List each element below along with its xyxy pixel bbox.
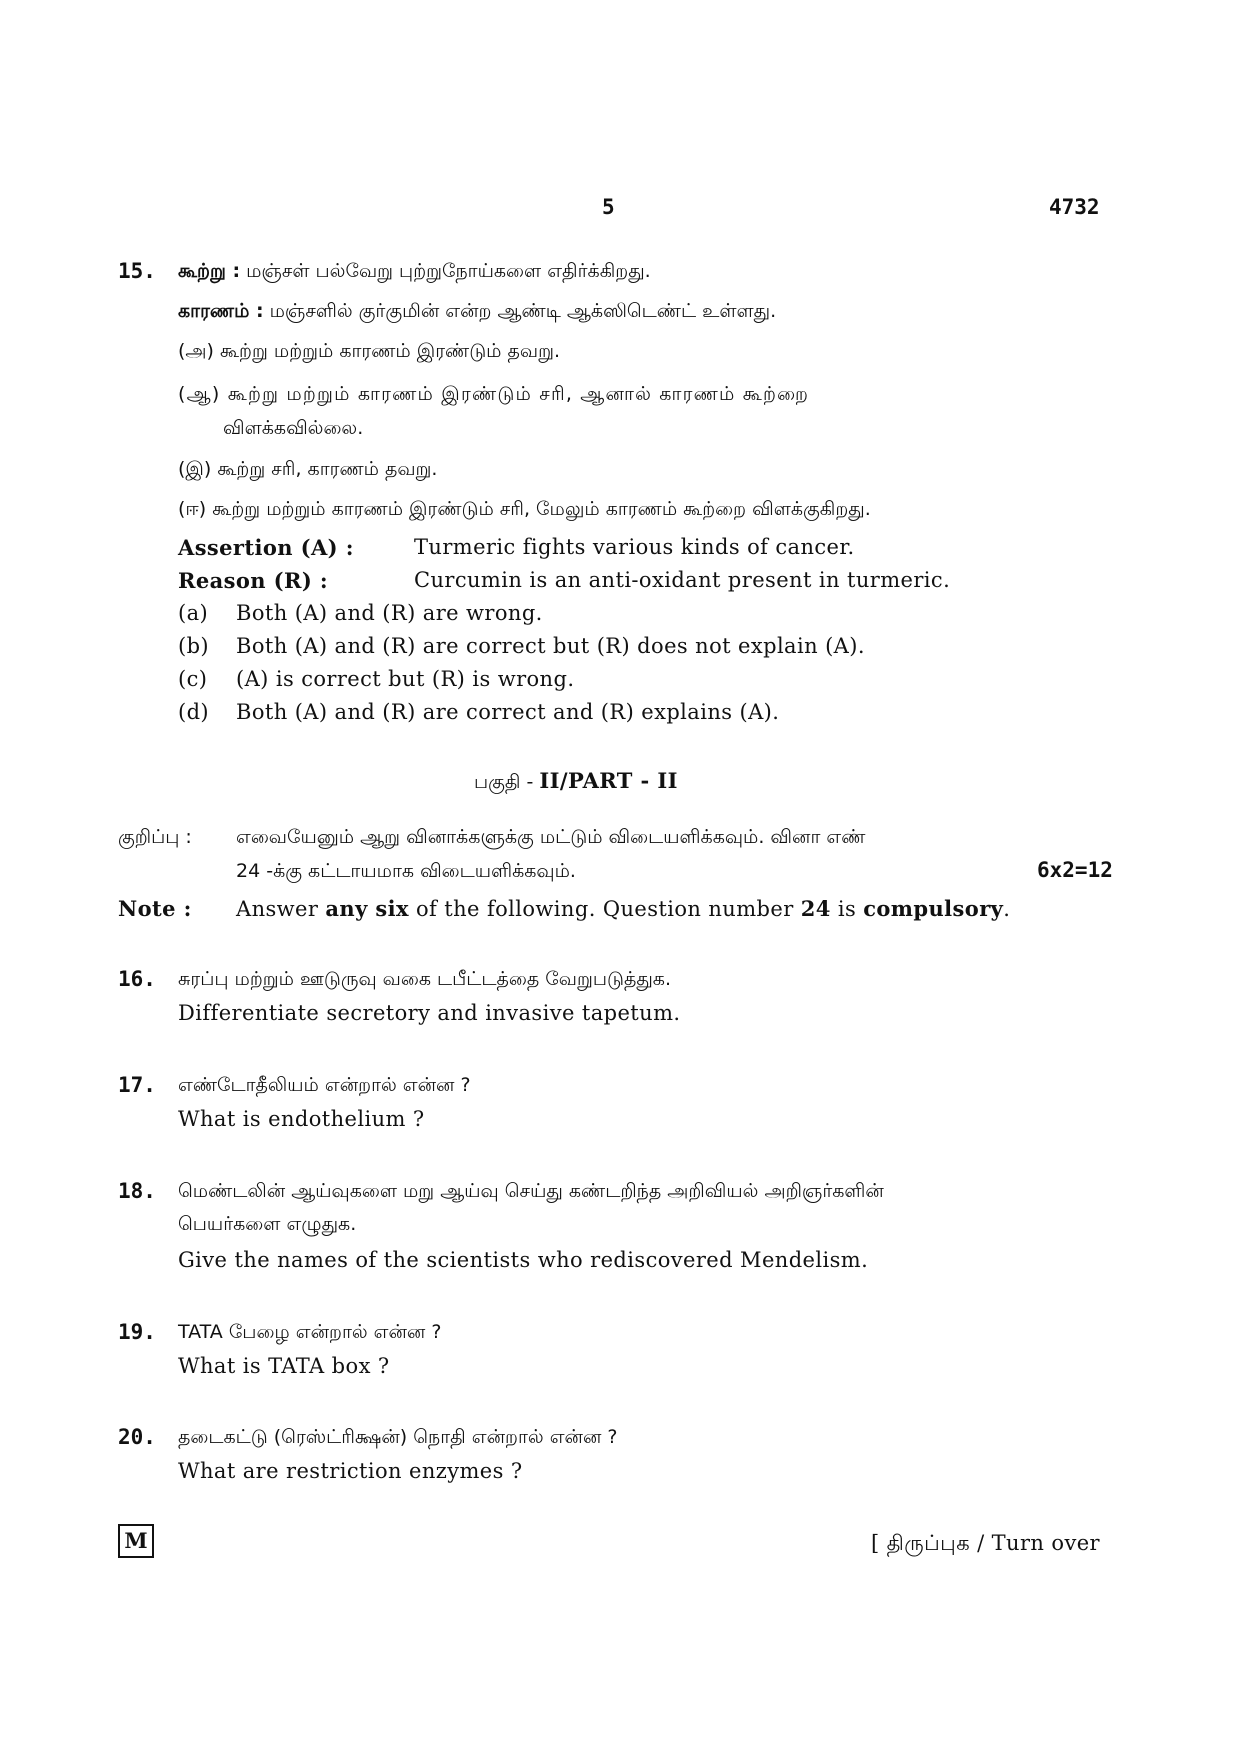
question-17-english: What is endothelium ? [178,1107,425,1131]
option-en-a: Both (A) and (R) are wrong. [236,601,543,625]
question-18-tamil: மெண்டலின் ஆய்வுகளை மறு ஆய்வு செய்து கண்டறிந்த அறிவியல் அறிஞர்களின் [178,1180,884,1202]
option-en-d-label: (d) [178,700,210,724]
question-number-20: 20. [118,1425,156,1449]
question-20-english: What are restriction enzymes ? [178,1459,523,1483]
question-20-tamil: தடைகட்டு (ரெஸ்ட்ரிக்ஷன்) நொதி என்றால் என்ன ? [178,1426,618,1448]
question-19-tamil: TATA பேழை என்றால் என்ன ? [178,1321,442,1343]
paper-code: 4732 [1049,195,1100,219]
reason-label-en: Reason (R) : [178,568,329,593]
question-number-19: 19. [118,1320,156,1344]
question-19-english: What is TATA box ? [178,1354,390,1378]
question-number-17: 17. [118,1073,156,1097]
option-en-b-label: (b) [178,634,210,658]
note-label-en: Note : [118,896,192,921]
assertion-label-en: Assertion (A) : [178,535,354,560]
question-number-18: 18. [118,1179,156,1203]
part-heading: பகுதி - II/PART - II [474,768,678,793]
question-17-tamil: எண்டோதீலியம் என்றால் என்ன ? [178,1074,471,1096]
option-en-d: Both (A) and (R) are correct and (R) explains (A). [236,700,780,724]
note-label-tamil: குறிப்பு : [118,826,192,848]
question-16-english: Differentiate secretory and invasive tapetum. [178,1001,681,1025]
question-16-tamil: சுரப்பு மற்றும் ஊடுருவு வகை டபீட்டத்தை வேறுபடுத்துக. [178,968,671,990]
option-en-c-label: (c) [178,667,208,691]
page-number: 5 [602,195,615,219]
option-ta-d: (ஈ) கூற்று மற்றும் காரணம் இரண்டும் சரி, மேலும் காரணம் கூற்றை விளக்குகிறது. [178,498,871,520]
option-en-a-label: (a) [178,601,209,625]
note-text-en: Answer any six of the following. Question number 24 is compulsory. [236,896,1011,921]
note-tamil-line1: எவையேனும் ஆறு வினாக்களுக்கு மட்டும் விடையளிக்கவும். வினா எண் [236,826,866,848]
option-ta-a: (அ) கூற்று மற்றும் காரணம் இரண்டும் தவறு. [178,340,560,362]
option-ta-b-continued: விளக்கவில்லை. [223,417,364,439]
question-18-english: Give the names of the scientists who rediscovered Mendelism. [178,1248,869,1272]
assertion-tamil: கூற்று : மஞ்சள் பல்வேறு புற்றுநோய்களை எதிர்க்கிறது. [178,260,651,282]
assertion-text-en: Turmeric fights various kinds of cancer. [414,535,855,559]
reason-text-en: Curcumin is an anti-oxidant present in turmeric. [414,568,951,592]
option-en-b: Both (A) and (R) are correct but (R) does not explain (A). [236,634,865,658]
question-number-15: 15. [118,259,156,283]
note-tamil-line2: 24 -க்கு கட்டாயமாக விடையளிக்கவும். [236,860,576,882]
option-ta-b: (ஆ) கூற்று மற்றும் காரணம் இரண்டும் சரி, ஆனால் காரணம் கூற்றை [178,383,810,405]
question-18-tamil-continued: பெயர்களை எழுதுக. [178,1213,357,1235]
turn-over: [ திருப்புக / Turn over [871,1531,1100,1555]
option-en-c: (A) is correct but (R) is wrong. [236,667,575,691]
marks-allotment: 6x2=12 [1037,858,1113,882]
option-ta-c: (இ) கூற்று சரி, காரணம் தவறு. [178,458,438,480]
medium-marker: M [118,1524,154,1558]
reason-tamil: காரணம் : மஞ்சளில் குர்குமின் என்ற ஆண்டி ஆக்ஸிடெண்ட் உள்ளது. [178,300,777,322]
question-number-16: 16. [118,967,156,991]
